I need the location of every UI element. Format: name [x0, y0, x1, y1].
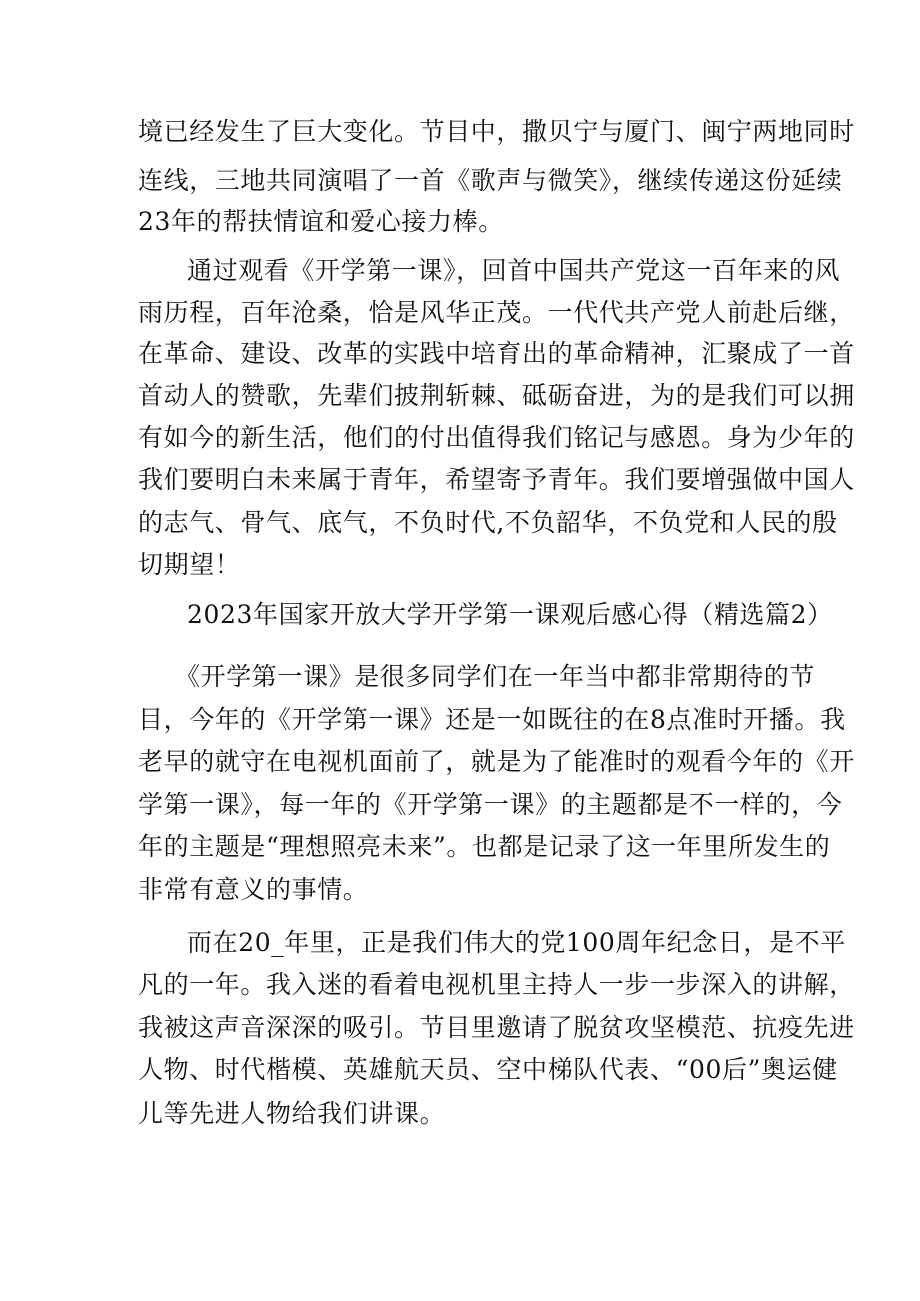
paragraph-line: 切期望！ — [138, 550, 241, 579]
paragraph-line: 老早的就守在电视机面前了，就是为了能准时的观看今年的《开 — [138, 747, 855, 776]
paragraph-line: 我被这声音深深的吸引。节目里邀请了脱贫攻坚模范、抗疫先进 — [138, 1013, 855, 1042]
paragraph-line: 首动人的赞歌，先辈们披荆斩棘、砥砺奋进，为的是我们可以拥 — [138, 381, 855, 410]
paragraph-line: 境已经发生了巨大变化。节目中，撒贝宁与厦门、闽宁两地同时 — [138, 117, 855, 146]
paragraph-line: 人物、时代楷模、英雄航天员、空中梯队代表、“00后”奥运健 — [138, 1055, 838, 1084]
paragraph-line: 非常有意义的事情。 — [138, 875, 369, 904]
paragraph-line: 年的主题是“理想照亮未来”。也都是记录了这一年里所发生的 — [138, 832, 831, 861]
paragraph-line: 雨历程，百年沧桑，恰是风华正茂。一代代共产党人前赴后继， — [138, 298, 855, 327]
paragraph-line: 目，今年的《开学第一课》还是一如既往的在8点准时开播。我 — [138, 705, 846, 734]
paragraph-line: 学第一课》，每一年的《开学第一课》的主题都是不一样的，今 — [138, 790, 843, 819]
section-title: 2023年国家开放大学开学第一课观后感心得（精选篇2） — [187, 600, 833, 629]
paragraph-line: 通过观看《开学第一课》，回首中国共产党这一百年来的风 — [187, 256, 841, 285]
paragraph-line: 在革命、建设、改革的实践中培育出的革命精神，汇聚成了一首 — [138, 339, 855, 368]
paragraph-line: 有如今的新生活，他们的付出值得我们铭记与感恩。身为少年的 — [138, 423, 855, 452]
paragraph-line: 《开学第一课》是很多同学们在一年当中都非常期待的节 — [175, 662, 816, 691]
paragraph-line: 23年的帮扶情谊和爱心接力棒。 — [138, 207, 504, 236]
paragraph-line: 我们要明白未来属于青年，希望寄予青年。我们要增强做中国人 — [138, 465, 855, 494]
paragraph-line: 儿等先进人物给我们讲课。 — [138, 1099, 446, 1128]
paragraph-line: 的志气、骨气、底气，不负时代,不负韶华，不负党和人民的殷 — [138, 508, 838, 537]
paragraph-line: 凡的一年。我入迷的看着电视机里主持人一步一步深入的讲解， — [138, 970, 855, 999]
paragraph-line: 而在20_年里，正是我们伟大的党100周年纪念日，是不平 — [187, 928, 846, 957]
paragraph-line: 连线，三地共同演唱了一首《歌声与微笑》，继续传递这份延续 — [138, 166, 843, 195]
